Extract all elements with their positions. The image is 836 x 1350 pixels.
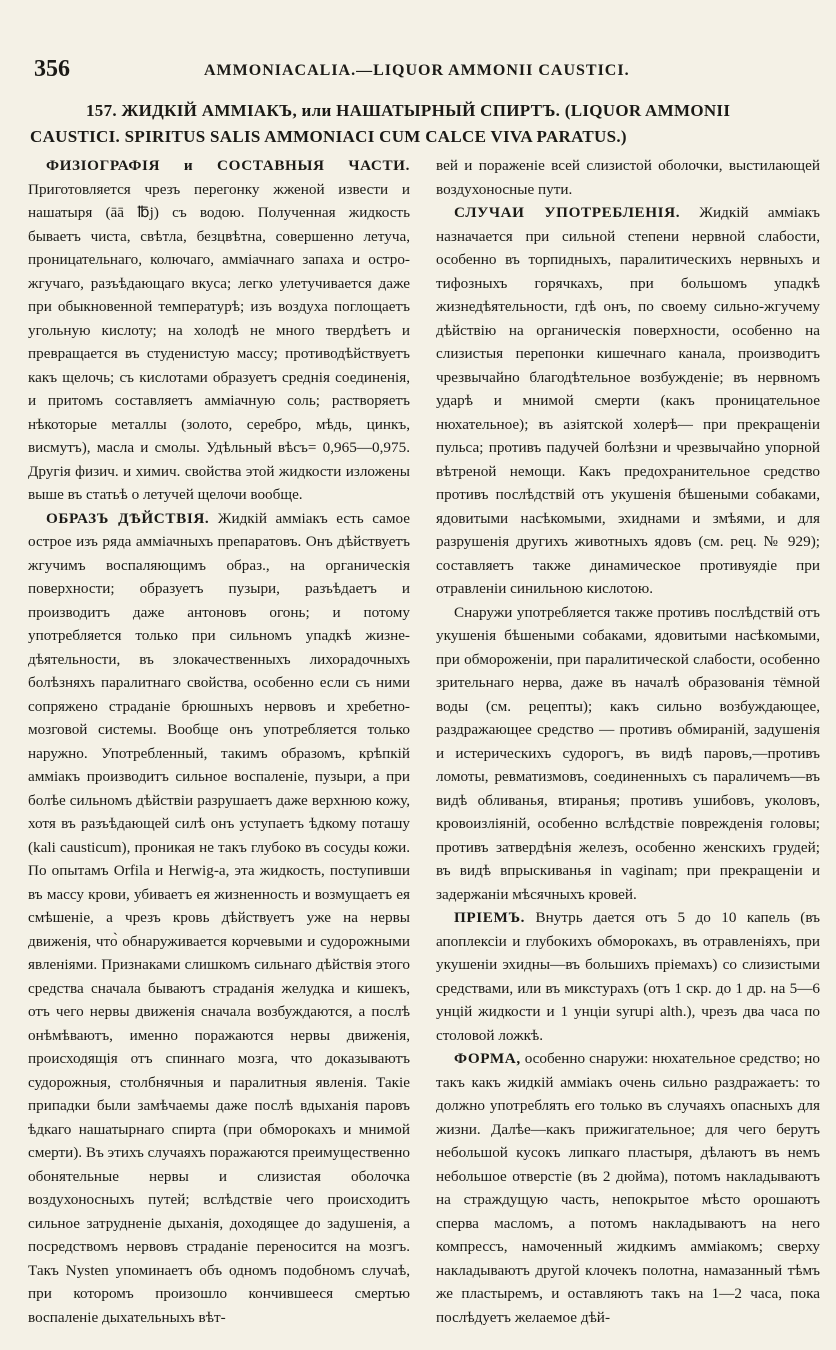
dosage-heading: ПРІЕМЪ. [454, 909, 526, 926]
indications-text: Жидкій амміакъ назначается при сильной степени нервной слабости, особенно въ торпидныхъ, паралитическихъ нервныхъ и тифозныхъ горячкахъ, при большомъ упадкѣ жизнедѣятельности, гдѣ онъ, по своему сильно-жгучему дѣйствію на органическія поверхности, особенно на слизистыя перепонки кишечнаго канала, производитъ чрезвычайно благодѣтельное возбужденіе; въ нервномъ ударѣ и мнимой смерти (какъ проницательное нюхательное); въ азіятской холерѣ— при прекращеніи пульса; противъ падучей болѣзни и чрезвычайно упорной вѣтреной немощи. Какъ предохранительное средство противъ послѣдствій отъ укушенія бѣшеными собаками, ядовитыми насѣкомыми, эхиднами и змѣями, и для разрушенія другихъ животныхъ ядовъ (см. рец. № 929); составляетъ также динамическое противуядіе при отравленіи синильною кислотою. [436, 204, 820, 597]
indications-heading: СЛУЧАИ УПОТРЕБЛЕНІЯ. [454, 204, 681, 221]
external-use-paragraph: Снаружи употребляется также противъ послѣдствій отъ укушенія бѣшеными собаками, ядовитыми насѣкомыми, при обмороженіи, при паралитической слабости, особенно зрительнаго нерва, даже въ началѣ образованія тёмной воды (см. рецепты); какъ сильно возбуждающее, раздражающее средство — противъ обмираній, задушенія и истерическихъ судорогъ, въ видѣ паровъ,—противъ ломоты, ревматизмовъ, соединенныхъ съ параличемъ—въ видѣ обливанья, втиранья; противъ ушибовъ, уколовъ, кровоизліяній, особенно вслѣдствіе поврежденія головы; противъ затвердѣнія железъ, особенно женскихъ грудей; въ видѣ впрыскиванья in vaginam; при прекращеніи и задержаніи мѣсячныхъ кровей. [436, 603, 820, 903]
mode-of-action-paragraph [28, 507, 410, 1330]
physiography-text: Приготовляется чрезъ перегонку жженой извести и нашатыря (āā ℔j) съ водою. Полученная жидкость бываетъ чиста, свѣтла, безцвѣтна, совершенно летуча, проницательнаго, колючаго, амміачнаго запаха и остро-жгучаго, разъѣдающаго вкуса; легко улетучивается даже при обыкновенной температурѣ; изъ воздуха поглощаетъ угольную кислоту; на холодѣ не много твердѣетъ и превращается въ студенистую массу; противодѣйствуетъ какъ щелочь; съ кислотами образуетъ среднія соединенія, и притомъ составляетъ амміачную соль; растворяетъ нѣкоторые металлы (золото, серебро, мѣдь, цинкъ, висмутъ), масла и смолы. Удѣльный вѣсъ= 0,965—0,975. Другія физич. и химич. свойства этой жидкости изложены выше въ статьѣ о летучей щелочи вообще. [28, 180, 410, 503]
right-column [436, 154, 820, 1329]
form-paragraph [436, 1047, 820, 1329]
dosage-text: Внутрь дается отъ 5 до 10 капель (въ апоплексіи и глубокихъ обморокахъ, въ отравленіяхъ, при укушеніи эхидны—въ большихъ пріемахъ) со слизистыми средствами, или въ микстурахъ (отъ 1 скр. до 1 др. на 5—6 унцій жидкости и 1 унціи syrupi alth.), чрезъ два часа по столовой ложкѣ. [436, 909, 820, 1044]
physiography-heading: ФИЗІОГРАФІЯ и СОСТАВНЫЯ ЧАСТИ. [46, 157, 410, 174]
indications-paragraph [436, 201, 820, 601]
form-text: особенно снаружи: нюхательное средство; но такъ какъ жидкій амміакъ очень сильно раздражаетъ: то должно употреблять его только въ случаяхъ опасныхъ для жизни. Далѣе—какъ прижигательное; для чего берутъ небольшой кусокъ липкаго пластыря, дѣлаютъ въ немъ небольшое отверстіе (въ 2 дюйма), потомъ накладываютъ на страждущую часть, непокрытое мѣсто орошаютъ сперва масломъ, а потомъ накладываютъ на него компрессъ, намоченный жидкимъ амміакомъ; сверху накладываютъ другой клочекъ полотна, намазанный тѣмъ же пластыремъ, и оставляютъ такъ на 1—2 часа, пока послѣдуетъ желаемое дѣй- [436, 1050, 820, 1326]
article-title-line-2: CAUSTICI. SPIRITUS SALIS AMMONIACI CUM CALCE VIVA PARATUS.) [30, 127, 627, 146]
left-column [28, 154, 410, 1329]
dosage-paragraph [436, 906, 820, 1047]
physiography-paragraph [28, 154, 410, 507]
running-head [34, 56, 814, 88]
page-number: 356 [34, 56, 70, 82]
running-head-title: AMMONIACALIA.—LIQUOR AMMONII CAUSTICI. [204, 62, 630, 79]
mode-of-action-text: Жидкій амміакъ есть самое острое изъ ряда амміачныхъ препаратовъ. Онъ дѣйствуетъ жгучимъ воспаляющимъ образ., на органическія поверхности; образуетъ пузыри, разъѣдаетъ и производитъ даже антоновъ огонь; и потому употребляется только при сильномъ упадкѣ жизне-дѣятельности, въ злокачественныхъ лихорадочныхъ болѣзняхъ паралитнаго свойства, особенно если съ ними сопряжено страданіе брюшныхъ нервовъ и хребетно-мозговой системы. Вообще онъ употребляется только наружно. Употребленный, такимъ образомъ, крѣпкій амміакъ производитъ сильное воспаленіе, пузыри, а при болѣе сильномъ дѣйствіи разрушаетъ даже верхнюю кожу, хотя въ разъѣдающей силѣ онъ уступаетъ ѣдкому поташу (kali causticum), проникая не такъ глубоко въ сосуды кожи. По опытамъ Orfila и Herwig-а, эта жидкость, поступивши въ массу крови, убиваетъ ея жизненность и возмущаетъ ея смѣшеніе, а чрезъ кровь дѣйствуетъ уже на нервы движенія, что̀ обнаруживается корчевыми и судорожными явленіями. Признаками слишкомъ сильнаго дѣйствія этого средства сначала бываютъ страданія желудка и кишекъ, отъ чего нервы движенія сначала возбуждаются, а послѣ онѣмѣваютъ, именно поражаются нервы движенія, происходящія отъ спиннаго мозга, что доказываютъ судорожныя, столбнячныя и паралитныя явленія. Такіе припадки были замѣчаемы даже послѣ вдыханія паровъ ѣдкаго нашатырнаго спирта (при обморокахъ и мнимой смерти). Въ этихъ случаяхъ поражаются преимущественно обонятельные нервы и слизистая оболочка воздухоносныхъ путей; вслѣдствіе чего происходитъ сильное затрудненіе дыханія, доходящее до задушенія, а посредствомъ нервовъ страданіе переносится на мозгъ. Такъ Nysten упоминаетъ объ одномъ подобномъ случаѣ, при которомъ произошло кончившееся смертью воспаленіе дыхательныхъ вѣт- [28, 509, 411, 1326]
mode-of-action-heading: ОБРАЗЪ ДѢЙСТВІЯ. [46, 509, 210, 527]
article-title [30, 98, 806, 150]
article-title-line-1: 157. ЖИДКІЙ АММІАКЪ, или НАШАТЫРНЫЙ СПИРТЪ. (LIQUOR AMMONII [86, 101, 731, 120]
continued-paragraph: вей и пораженіе всей слизистой оболочки, выстилающей воздухоносные пути. [436, 157, 820, 198]
form-heading: ФОРМА, [454, 1050, 521, 1067]
